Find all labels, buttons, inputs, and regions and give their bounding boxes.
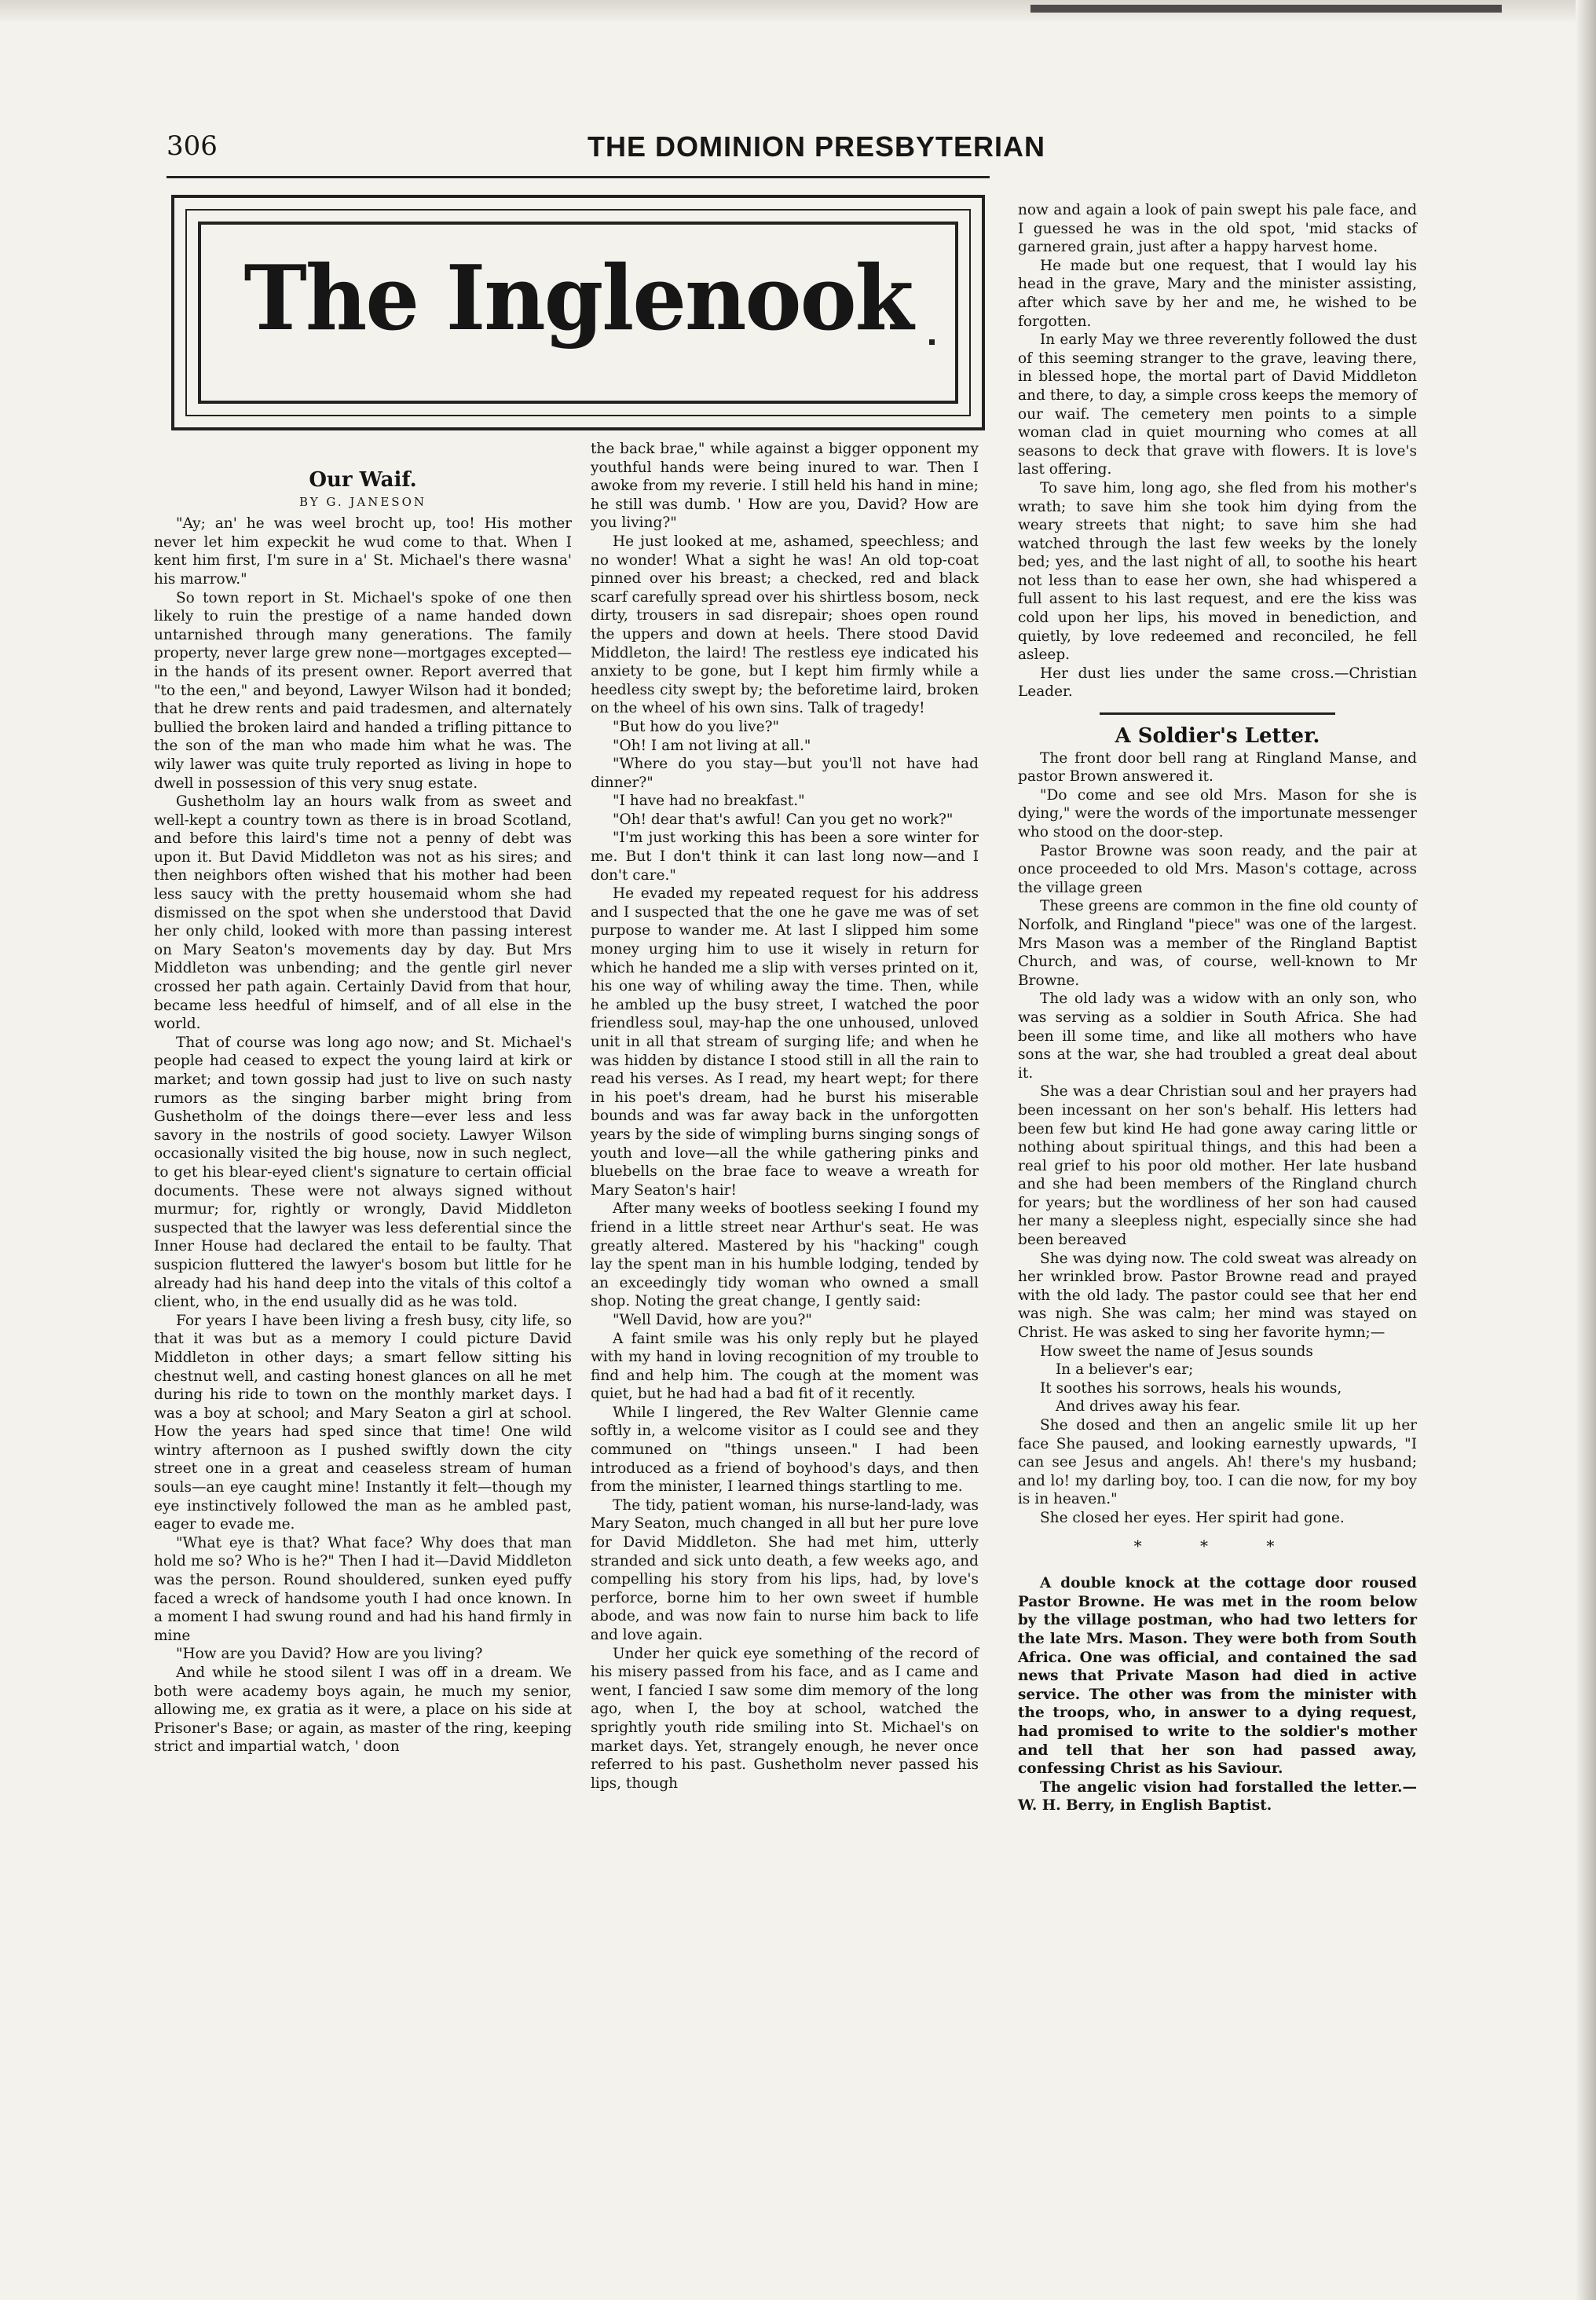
paragraph: For years I have been living a fresh busy, city life, so that it was but as a memory I could picture David Middleton in other days; a smart fellow sitting his chestnut well, and casting honest glances on all he met during his ride to town on the monthly market days. I was a boy at school; and Mary Seaton a girl at school. How the years had sped since that time! One wild wintry afternoon as I pushed swiftly down the city street one in a great and ceaseless stream of human souls—an eye caught mine! Instantly it felt—though my eye instinctively followed the man as he ambled past, eager to evade me. [154, 1312, 572, 1533]
byline: BY G. JANESON [298, 494, 427, 509]
paragraph: Pastor Browne was soon ready, and the pair at once proceeded to old Mrs. Mason's cottage, across the village green [1018, 842, 1417, 896]
paragraph: To save him, long ago, she fled from his mother's wrath; to save him she took him dying from the weary streets that night; to save him she had watched through the last few weeks by the lonely bed; yes, and the last night of all, to soothe his heart not less than to ease her own, she had whispered a full assent to his last request, and ere the kiss was cold upon her lips, his moved in benediction, and quietly, by love redeemed and reconciled, he fell asleep. [1018, 479, 1417, 664]
paragraph: "I'm just working this has been a sore winter for me. But I don't think it can last long now—and I don't care." [591, 830, 979, 884]
paragraph: These greens are common in the fine old county of Norfolk, and Ringland "piece" was one of the largest. Mrs Mason was a member of the Ringland Baptist Church, and was, of course, well-known to Mr Browne. [1018, 898, 1417, 989]
page-number: 306 [167, 130, 218, 162]
paragraph: She was a dear Christian soul and her prayers had been incessant on her son's behalf. His letters had been few but kind He had gone away caring little or nothing about spiritual things, and this had been a real grief to his poor old mother. Her late husband and she had been members of the Ringland church for years; but the wordliness of her son had caused her many a sleepless night, especially since she had been bereaved [1018, 1083, 1417, 1249]
paragraph: He evaded my repeated request for his address and I suspected that the one he gave me was of set purpose to wander me. At last I slipped him some money urging him to use it wisely in return for which he handed me a slip with verses printed on it, his one way of whiling away the time. Then, while he ambled up the busy street, I watched the poor friendless soul, may-hap the one unhoused, unloved unit in all that stream of surging life; and when he was hidden by distance I stood still in all the rain to read his verses. As I read, my heart wept; for there in his poet's dream, had he burst his miserable bounds and was far away back in the unforgotten years by the side of wimpling burns singing songs of youth and love—all the while gathering pinks and bluebells on the brae face to weave a wreath for Mary Seaton's hair! [591, 885, 979, 1199]
paragraph: He just looked at me, ashamed, speechless; and no wonder! What a sight he was! An old top-coat pinned over his breast; a checked, red and black scarf carefully spread over his shirtless bosom, neck dirty, trousers in sad disrepair; shoes open round the uppers and down at heels. There stood David Middleton, the laird! The restless eye indicated his anxiety to be gone, but I kept him firmly while a heedless city swept by; the beforetime laird, broken on the wheel of his own sins. Talk of tragedy! [591, 533, 979, 717]
article-title-soldiers-letter: A Soldier's Letter. [1115, 724, 1320, 749]
column-2 [591, 440, 979, 1793]
paragraph: "Do come and see old Mrs. Mason for she is dying," were the words of the importunate messenger who stood on the door-step. [1018, 786, 1417, 841]
hymn-line: And drives away his fear. [1056, 1398, 1241, 1416]
paragraph: Gushetholm lay an hours walk from as sweet and well-kept a country town as there is in broad Scotland, and before this laird's time not a penny of debt was upon it. But David Middleton was not as his sires; and then neighbors often wished that his mother had been less saucy with the pretty housemaid whom she had dismissed on the spot when she understood that David her only child, looked with more than passing interest on Mary Seaton's movements day by day. But Mrs Middleton was unbending; and the gentle girl never crossed her path again. Certainly David from that hour, became less heedful of himself, and of all else in the world. [154, 793, 572, 1033]
hymn-line: In a believer's ear; [1056, 1361, 1194, 1379]
section-break-stars: * * * [1133, 1536, 1301, 1555]
hymn-line: It soothes his sorrows, heals his wounds, [1040, 1379, 1342, 1397]
paragraph: "What eye is that? What face? Why does that man hold me so? Who is he?" Then I had it—David Middleton was the person. Round shouldered, sunken eyed puffy faced a wreck of handsome youth I had once known. In a moment I had swung round and had his hand firmly in mine [154, 1534, 572, 1644]
paragraph: She dosed and then an angelic smile lit up her face She paused, and looking earnestly upwards, "I can see Jesus and angels. Ah! there's my husband; and lo! my darling boy, too. I can die now, for my boy is in heaven." [1018, 1417, 1417, 1508]
banner-ornament [929, 339, 935, 345]
column-3 [1018, 201, 1417, 1815]
paragraph: The old lady was a widow with an only son, who was serving as a soldier in South Africa. She had been ill some time, and like all mothers who have sons at the war, she had troubled a great deal about it. [1018, 991, 1417, 1082]
running-head: THE DOMINION PRESBYTERIAN [588, 130, 1046, 163]
paragraph: "Ay; an' he was weel brocht up, too! His mother never let him expeckit he wud come to that. When I kent him first, I'm sure in a' St. Michael's there wasna' his marrow." [154, 515, 572, 588]
column-1 [154, 468, 572, 1756]
paragraph: "I have had no breakfast." [613, 793, 805, 810]
scan-edge-right [1576, 0, 1596, 2300]
header-rule [167, 176, 990, 178]
paragraph: In early May we three reverently followed the dust of this seeming stranger to the grave, leaving there, in blessed hope, the mortal part of David Middleton and there, to day, a simple cross keeps the memory of our waif. The cemetery men points to a simple woman clad in quiet mourning who comes at all seasons to deck that grave with flowers. It is love's last offering. [1018, 331, 1417, 478]
section-title: The Inglenook [243, 246, 913, 351]
paragraph: That of course was long ago now; and St. Michael's people had ceased to expect the young laird at kirk or market; and town gossip had just to live on such nasty rumors as the singing barber might bring from Gushetholm of the doings there—ever less and less savory in the nostrils of good society. Lawyer Wilson occasionally visited the big house, now in such neglect, to get his blear-eyed client's signature to certain official documents. These were not always signed without murmur; for, rightly or wrongly, David Middleton suspected that the lawyer was less deferential since the Inner House had declared the entail to be faulty. That suspicion fluttered the lawyer's bosom but little for he already had his hand deep into the vitals of this coltof a client, who, in the end usually did as he was told. [154, 1034, 572, 1311]
paragraph: "Where do you stay—but you'll not have had dinner?" [591, 756, 979, 791]
paragraph: the back brae," while against a bigger opponent my youthful hands were being inured to war. Then I awoke from my reverie. I still held his hand in mine; he still was dumb. ' How are you, David? How are you living?" [591, 441, 979, 532]
paragraph: A faint smile was his only reply but he played with my hand in loving recognition of my trouble to find and help him. The cough at the moment was quiet, but he had had a bad fit of it recently. [591, 1330, 979, 1403]
paragraph: While I lingered, the Rev Walter Glennie came softly in, a welcome visitor as I could see and they communed on "things unseen." I had been introduced as a friend of boyhood's days, and then from the minister, I learned things startling to me. [591, 1404, 979, 1496]
paragraph: After many weeks of bootless seeking I found my friend in a little street near Arthur's seat. He was greatly altered. Mastered by his "hacking" cough lay the spent man in his humble lodging, tended by an exceedingly tidy woman who owned a small shop. Noting the great change, I gently said: [591, 1200, 979, 1310]
paragraph: Under her quick eye something of the record of his misery passed from his face, and as I came and went, I fancied I saw some dim memory of the long ago, when I, the boy at school, watched the sprightly youth ride smiling into St. Michael's on market days. Yet, strangely enough, he never once referred to his past. Gushetholm never passed his lips, though [591, 1645, 979, 1792]
paragraph: "But how do you live?" [613, 718, 780, 735]
paragraph: The front door bell rang at Ringland Manse, and pastor Brown answered it. [1018, 749, 1417, 786]
paragraph: "Oh! I am not living at all." [613, 737, 811, 754]
paragraph: "Oh! dear that's awful! Can you get no work?" [613, 811, 954, 828]
paragraph: A double knock at the cottage door roused Pastor Browne. He was met in the room below by the village postman, who had two letters for the late Mrs. Mason. They were both from South Africa. One was official, and contained the sad news that Private Mason had died in active service. The other was from the minister with the troops, who, in answer to a dying request, had promised to write to the soldier's mother and tell that her son had passed away, confessing Christ as his Saviour. [1018, 1575, 1417, 1778]
paragraph: "How are you David? How are you living? [176, 1646, 483, 1663]
scan-mark [1030, 5, 1502, 13]
paragraph: And while he stood silent I was off in a dream. We both were academy boys again, he much my senior, allowing me, ex gratia as it were, a place on his side at Prisoner's Base; or again, as master of the ring, keeping strict and impartial watch, ' doon [154, 1665, 572, 1756]
section-banner [171, 195, 985, 430]
paragraph: She was dying now. The cold sweat was already on her wrinkled brow. Pastor Browne read and prayed with the old lady. The pastor could see that her end was nigh. She was calm; her mind was stayed on Christ. He was asked to sing her favorite hymn;— [1018, 1250, 1417, 1342]
paragraph: The angelic vision had forstalled the letter.—W. H. Berry, in English Baptist. [1018, 1778, 1417, 1815]
paragraph: now and again a look of pain swept his pale face, and I guessed he was in the old spot, 'mid stacks of garnered grain, just after a happy harvest home. [1018, 202, 1417, 256]
paragraph: Her dust lies under the same cross.—Christian Leader. [1018, 665, 1417, 701]
hymn-verse [1018, 1342, 1417, 1416]
hymn-line: How sweet the name of Jesus sounds [1040, 1342, 1313, 1360]
paragraph: The tidy, patient woman, his nurse-land-lady, was Mary Seaton, much changed in all but her pure love for David Middleton. She had met him, utterly stranded and sick unto death, a few weeks ago, and compelling his story from his lips, had, by love's perforce, borne him to her own sweet if humble abode, and was now fain to nurse him back to life and love again. [591, 1496, 979, 1643]
article-title-our-waif: Our Waif. [309, 468, 417, 492]
article-divider [1100, 712, 1335, 715]
paragraph: So town report in St. Michael's spoke of one then likely to ruin the prestige of a name handed down untarnished through many generations. The family property, never large grew none—mortgages excepted—in the hands of its present owner. Report averred that "to the een," and beyond, Lawyer Wilson had it bonded; that he drew rents and paid tradesmen, and alternately bullied the broken laird and handed a trifling pittance to the son of the man who made him what he was. The wily lawer was quite truly reported as living in hope to dwell in possession of this very snug estate. [154, 589, 572, 792]
paragraph: He made but one request, that I would lay his head in the grave, Mary and the minister assisting, after which save by her and me, he wished to be forgotten. [1018, 257, 1417, 330]
paragraph: She closed her eyes. Her spirit had gone. [1040, 1509, 1345, 1526]
paragraph: "Well David, how are you?" [613, 1311, 812, 1328]
